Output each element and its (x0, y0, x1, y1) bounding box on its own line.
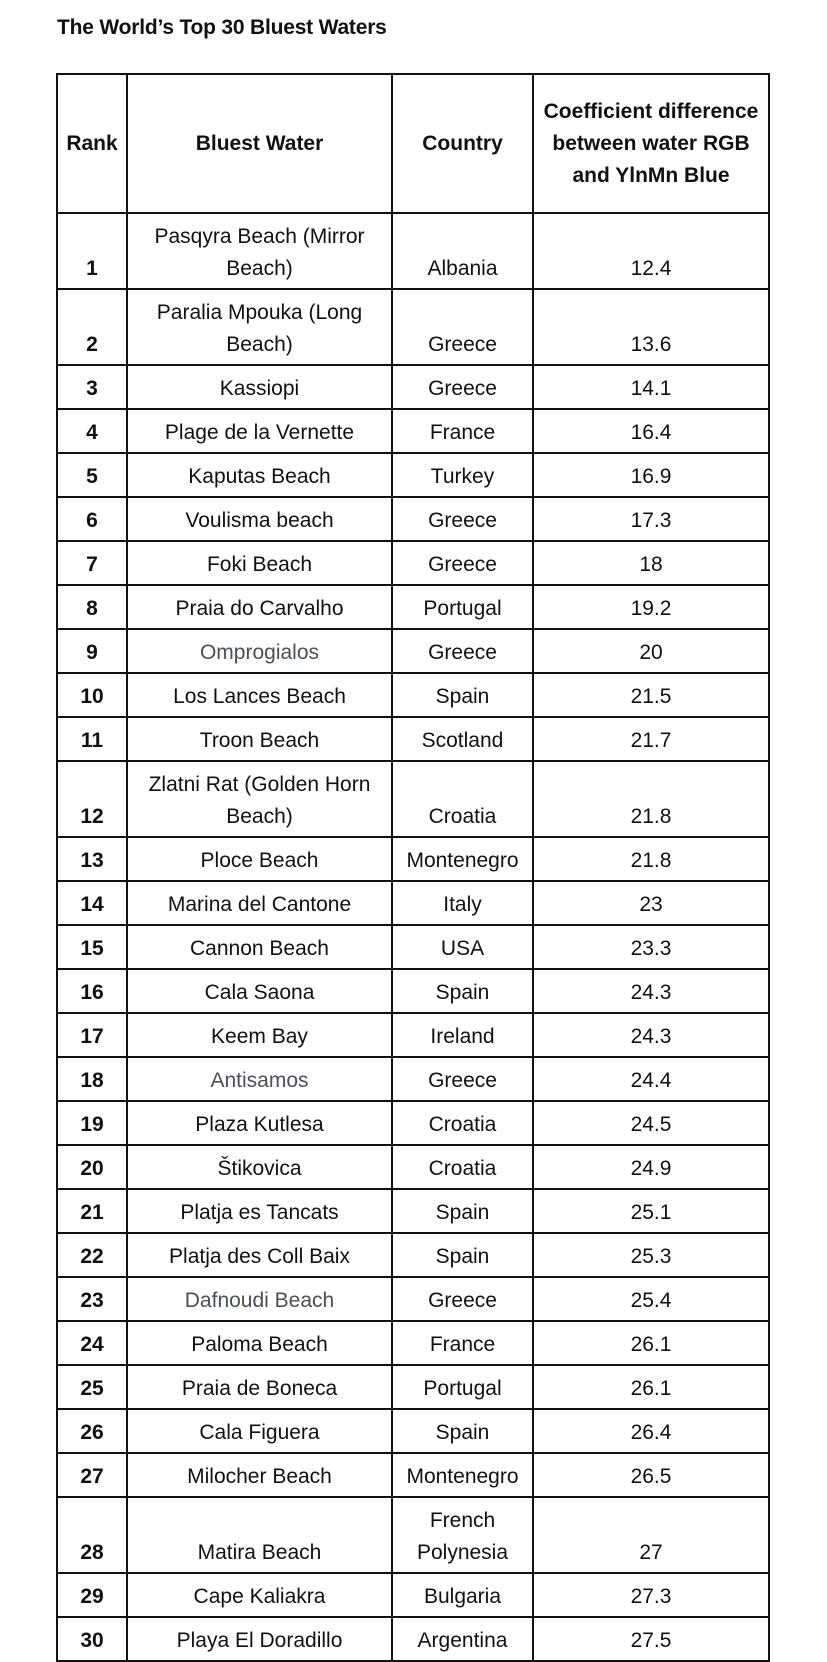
cell-country: Scotland (392, 717, 533, 761)
cell-bluest-water: Plage de la Vernette (127, 409, 392, 453)
bluest-waters-table (56, 73, 770, 1662)
cell-country: Spain (392, 673, 533, 717)
cell-bluest-water: Cala Figuera (127, 1409, 392, 1453)
table-row (57, 409, 769, 453)
cell-coefficient: 26.1 (533, 1321, 769, 1365)
cell-country: Greece (392, 497, 533, 541)
cell-bluest-water: Voulisma beach (127, 497, 392, 541)
cell-bluest-water: Matira Beach (127, 1497, 392, 1573)
cell-coefficient: 21.8 (533, 761, 769, 837)
cell-coefficient: 21.5 (533, 673, 769, 717)
cell-country: Argentina (392, 1617, 533, 1661)
cell-country: USA (392, 925, 533, 969)
table-row (57, 1617, 769, 1661)
cell-coefficient: 27.5 (533, 1617, 769, 1661)
cell-bluest-water: Cannon Beach (127, 925, 392, 969)
table-row (57, 541, 769, 585)
cell-coefficient: 24.3 (533, 1013, 769, 1057)
cell-rank: 15 (57, 925, 127, 969)
table-header-row (57, 74, 769, 213)
cell-bluest-water: Cala Saona (127, 969, 392, 1013)
cell-bluest-water: Pasqyra Beach (Mirror Beach) (127, 213, 392, 289)
cell-rank: 16 (57, 969, 127, 1013)
cell-country: Greece (392, 289, 533, 365)
table-row (57, 717, 769, 761)
cell-country: Montenegro (392, 837, 533, 881)
cell-country: Greece (392, 1277, 533, 1321)
cell-coefficient: 21.7 (533, 717, 769, 761)
cell-rank: 8 (57, 585, 127, 629)
cell-rank: 12 (57, 761, 127, 837)
cell-rank: 4 (57, 409, 127, 453)
cell-coefficient: 25.1 (533, 1189, 769, 1233)
cell-bluest-water[interactable]: Omprogialos (127, 629, 392, 673)
table-row (57, 837, 769, 881)
cell-country: Spain (392, 1409, 533, 1453)
cell-bluest-water: Foki Beach (127, 541, 392, 585)
cell-rank: 20 (57, 1145, 127, 1189)
cell-coefficient: 26.4 (533, 1409, 769, 1453)
cell-bluest-water: Ploce Beach (127, 837, 392, 881)
cell-bluest-water: Praia do Carvalho (127, 585, 392, 629)
cell-rank: 5 (57, 453, 127, 497)
cell-coefficient: 19.2 (533, 585, 769, 629)
cell-coefficient: 13.6 (533, 289, 769, 365)
cell-country: Ireland (392, 1013, 533, 1057)
cell-country: Greece (392, 1057, 533, 1101)
cell-rank: 7 (57, 541, 127, 585)
cell-rank: 18 (57, 1057, 127, 1101)
cell-coefficient: 25.3 (533, 1233, 769, 1277)
table-row (57, 1573, 769, 1617)
header-bluest-water: Bluest Water (127, 74, 392, 213)
cell-bluest-water: Playa El Doradillo (127, 1617, 392, 1661)
header-rank: Rank (57, 74, 127, 213)
cell-country: Spain (392, 1189, 533, 1233)
cell-coefficient: 14.1 (533, 365, 769, 409)
table-row (57, 497, 769, 541)
cell-country: French Polynesia (392, 1497, 533, 1573)
table-row (57, 585, 769, 629)
cell-rank: 17 (57, 1013, 127, 1057)
cell-bluest-water: Cape Kaliakra (127, 1573, 392, 1617)
cell-country: Bulgaria (392, 1573, 533, 1617)
cell-country: Turkey (392, 453, 533, 497)
cell-bluest-water: Milocher Beach (127, 1453, 392, 1497)
cell-coefficient: 18 (533, 541, 769, 585)
table-row (57, 365, 769, 409)
cell-rank: 10 (57, 673, 127, 717)
cell-bluest-water: Kassiopi (127, 365, 392, 409)
cell-bluest-water: Los Lances Beach (127, 673, 392, 717)
cell-rank: 24 (57, 1321, 127, 1365)
cell-coefficient: 17.3 (533, 497, 769, 541)
table-row (57, 673, 769, 717)
cell-country: France (392, 1321, 533, 1365)
cell-coefficient: 23 (533, 881, 769, 925)
table-row (57, 629, 769, 673)
cell-rank: 14 (57, 881, 127, 925)
table-row (57, 1145, 769, 1189)
table-row (57, 1453, 769, 1497)
cell-bluest-water: Platja des Coll Baix (127, 1233, 392, 1277)
header-coefficient: Coefficient difference between water RGB and YlnMn Blue (533, 74, 769, 213)
cell-coefficient: 24.4 (533, 1057, 769, 1101)
cell-country: Portugal (392, 585, 533, 629)
table-row (57, 1409, 769, 1453)
table-row (57, 213, 769, 289)
table-row (57, 881, 769, 925)
cell-rank: 21 (57, 1189, 127, 1233)
cell-rank: 2 (57, 289, 127, 365)
cell-country: Spain (392, 969, 533, 1013)
cell-rank: 6 (57, 497, 127, 541)
cell-coefficient: 12.4 (533, 213, 769, 289)
cell-country: Montenegro (392, 1453, 533, 1497)
cell-rank: 11 (57, 717, 127, 761)
cell-coefficient: 23.3 (533, 925, 769, 969)
cell-bluest-water: Keem Bay (127, 1013, 392, 1057)
table-row (57, 289, 769, 365)
cell-bluest-water: Marina del Cantone (127, 881, 392, 925)
cell-bluest-water: Zlatni Rat (Golden Horn Beach) (127, 761, 392, 837)
cell-country: Croatia (392, 1145, 533, 1189)
cell-rank: 13 (57, 837, 127, 881)
cell-rank: 22 (57, 1233, 127, 1277)
cell-coefficient: 16.9 (533, 453, 769, 497)
cell-coefficient: 27.3 (533, 1573, 769, 1617)
cell-country: Croatia (392, 1101, 533, 1145)
header-country: Country (392, 74, 533, 213)
table-row (57, 1233, 769, 1277)
table-row (57, 1189, 769, 1233)
cell-coefficient: 24.5 (533, 1101, 769, 1145)
cell-coefficient: 25.4 (533, 1277, 769, 1321)
page-title: The World’s Top 30 Bluest Waters (57, 16, 387, 39)
cell-rank: 9 (57, 629, 127, 673)
cell-country: Italy (392, 881, 533, 925)
table-row (57, 761, 769, 837)
cell-rank: 29 (57, 1573, 127, 1617)
cell-rank: 26 (57, 1409, 127, 1453)
table-row (57, 1057, 769, 1101)
cell-rank: 23 (57, 1277, 127, 1321)
table-row (57, 1101, 769, 1145)
cell-bluest-water: Paralia Mpouka (Long Beach) (127, 289, 392, 365)
table-row (57, 1497, 769, 1573)
cell-rank: 1 (57, 213, 127, 289)
cell-country: France (392, 409, 533, 453)
cell-rank: 28 (57, 1497, 127, 1573)
cell-country: Albania (392, 213, 533, 289)
cell-bluest-water: Praia de Boneca (127, 1365, 392, 1409)
cell-rank: 25 (57, 1365, 127, 1409)
cell-country: Spain (392, 1233, 533, 1277)
cell-coefficient: 27 (533, 1497, 769, 1573)
table-row (57, 1277, 769, 1321)
cell-country: Croatia (392, 761, 533, 837)
cell-coefficient: 26.5 (533, 1453, 769, 1497)
cell-bluest-water: Paloma Beach (127, 1321, 392, 1365)
table-row (57, 1321, 769, 1365)
table-row (57, 925, 769, 969)
table-row (57, 969, 769, 1013)
table-row (57, 1365, 769, 1409)
cell-bluest-water: Plaza Kutlesa (127, 1101, 392, 1145)
cell-bluest-water: Troon Beach (127, 717, 392, 761)
cell-rank: 3 (57, 365, 127, 409)
table-row (57, 453, 769, 497)
table-row (57, 1013, 769, 1057)
cell-coefficient: 26.1 (533, 1365, 769, 1409)
cell-country: Greece (392, 541, 533, 585)
cell-rank: 27 (57, 1453, 127, 1497)
cell-country: Greece (392, 365, 533, 409)
cell-rank: 19 (57, 1101, 127, 1145)
cell-coefficient: 20 (533, 629, 769, 673)
cell-coefficient: 24.9 (533, 1145, 769, 1189)
cell-bluest-water[interactable]: Dafnoudi Beach (127, 1277, 392, 1321)
table-body (57, 213, 769, 1661)
cell-bluest-water: Štikovica (127, 1145, 392, 1189)
cell-coefficient: 24.3 (533, 969, 769, 1013)
cell-bluest-water[interactable]: Antisamos (127, 1057, 392, 1101)
cell-coefficient: 16.4 (533, 409, 769, 453)
cell-bluest-water: Platja es Tancats (127, 1189, 392, 1233)
cell-coefficient: 21.8 (533, 837, 769, 881)
cell-rank: 30 (57, 1617, 127, 1661)
cell-country: Greece (392, 629, 533, 673)
cell-country: Portugal (392, 1365, 533, 1409)
cell-bluest-water: Kaputas Beach (127, 453, 392, 497)
